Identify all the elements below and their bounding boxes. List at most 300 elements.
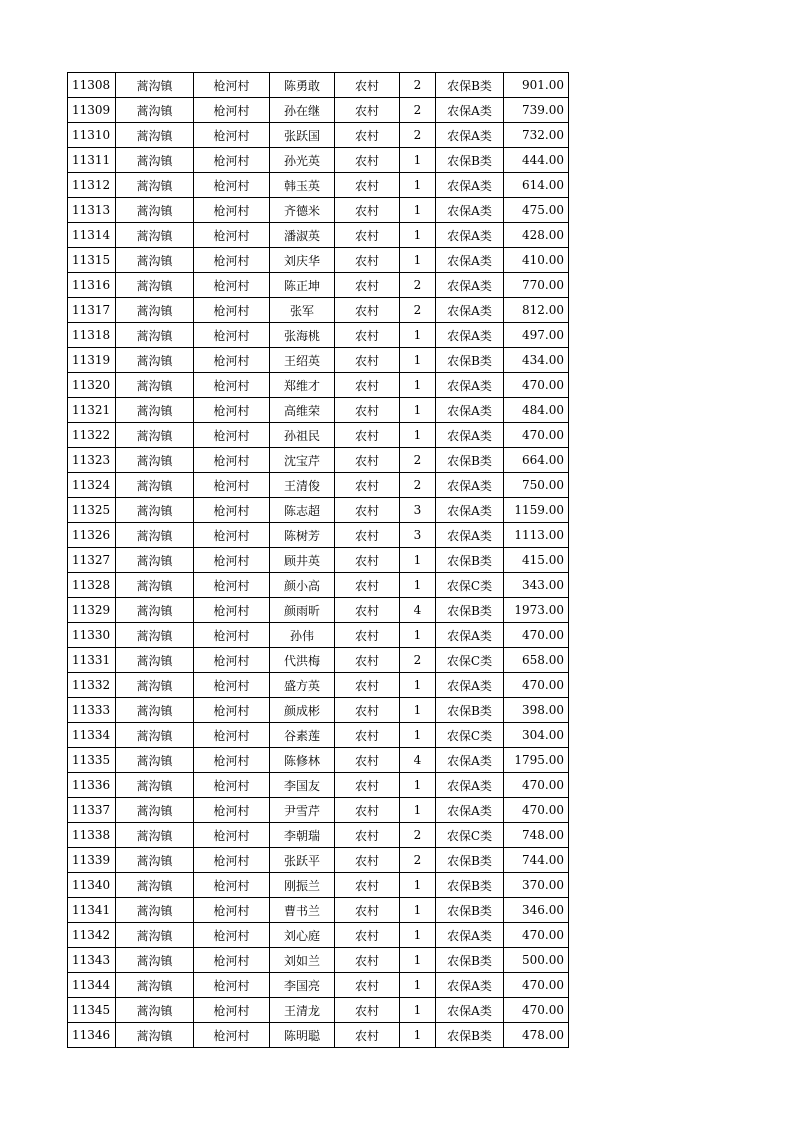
record-id-cell: 11314 bbox=[68, 223, 116, 248]
insurance-category-cell: 农保A类 bbox=[436, 323, 504, 348]
insurance-category-cell: 农保A类 bbox=[436, 498, 504, 523]
insurance-category-cell: 农保B类 bbox=[436, 598, 504, 623]
people-count-cell: 1 bbox=[400, 698, 436, 723]
people-count-cell: 1 bbox=[400, 898, 436, 923]
amount-cell: 470.00 bbox=[504, 973, 569, 998]
record-id-cell: 11333 bbox=[68, 698, 116, 723]
village-cell: 枪河村 bbox=[194, 398, 270, 423]
amount-cell: 1113.00 bbox=[504, 523, 569, 548]
record-id-cell: 11316 bbox=[68, 273, 116, 298]
name-cell: 王清龙 bbox=[270, 998, 335, 1023]
household-type-cell: 农村 bbox=[335, 448, 400, 473]
amount-cell: 500.00 bbox=[504, 948, 569, 973]
record-id-cell: 11338 bbox=[68, 823, 116, 848]
town-cell: 蒿沟镇 bbox=[116, 373, 194, 398]
amount-cell: 470.00 bbox=[504, 373, 569, 398]
people-count-cell: 1 bbox=[400, 973, 436, 998]
amount-cell: 739.00 bbox=[504, 98, 569, 123]
household-type-cell: 农村 bbox=[335, 723, 400, 748]
insurance-category-cell: 农保C类 bbox=[436, 648, 504, 673]
record-id-cell: 11327 bbox=[68, 548, 116, 573]
name-cell: 王绍英 bbox=[270, 348, 335, 373]
name-cell: 刘心庭 bbox=[270, 923, 335, 948]
town-cell: 蒿沟镇 bbox=[116, 173, 194, 198]
name-cell: 齐德米 bbox=[270, 198, 335, 223]
record-id-cell: 11341 bbox=[68, 898, 116, 923]
insurance-category-cell: 农保A类 bbox=[436, 298, 504, 323]
name-cell: 陈修林 bbox=[270, 748, 335, 773]
records-table bbox=[67, 72, 569, 1048]
record-id-cell: 11312 bbox=[68, 173, 116, 198]
people-count-cell: 2 bbox=[400, 73, 436, 98]
people-count-cell: 3 bbox=[400, 498, 436, 523]
town-cell: 蒿沟镇 bbox=[116, 623, 194, 648]
town-cell: 蒿沟镇 bbox=[116, 648, 194, 673]
name-cell: 张军 bbox=[270, 298, 335, 323]
name-cell: 沈宝芹 bbox=[270, 448, 335, 473]
insurance-category-cell: 农保A类 bbox=[436, 173, 504, 198]
people-count-cell: 1 bbox=[400, 248, 436, 273]
insurance-category-cell: 农保A类 bbox=[436, 98, 504, 123]
name-cell: 代洪梅 bbox=[270, 648, 335, 673]
table-row bbox=[68, 348, 569, 373]
amount-cell: 415.00 bbox=[504, 548, 569, 573]
insurance-category-cell: 农保A类 bbox=[436, 973, 504, 998]
town-cell: 蒿沟镇 bbox=[116, 123, 194, 148]
table-row bbox=[68, 998, 569, 1023]
name-cell: 陈勇敢 bbox=[270, 73, 335, 98]
name-cell: 盛方英 bbox=[270, 673, 335, 698]
town-cell: 蒿沟镇 bbox=[116, 798, 194, 823]
record-id-cell: 11319 bbox=[68, 348, 116, 373]
village-cell: 枪河村 bbox=[194, 323, 270, 348]
village-cell: 枪河村 bbox=[194, 523, 270, 548]
record-id-cell: 11322 bbox=[68, 423, 116, 448]
table-row bbox=[68, 323, 569, 348]
table-row bbox=[68, 773, 569, 798]
town-cell: 蒿沟镇 bbox=[116, 748, 194, 773]
amount-cell: 444.00 bbox=[504, 148, 569, 173]
people-count-cell: 1 bbox=[400, 773, 436, 798]
household-type-cell: 农村 bbox=[335, 598, 400, 623]
record-id-cell: 11343 bbox=[68, 948, 116, 973]
village-cell: 枪河村 bbox=[194, 1023, 270, 1048]
record-id-cell: 11321 bbox=[68, 398, 116, 423]
amount-cell: 1159.00 bbox=[504, 498, 569, 523]
people-count-cell: 1 bbox=[400, 323, 436, 348]
people-count-cell: 1 bbox=[400, 623, 436, 648]
table-row bbox=[68, 223, 569, 248]
town-cell: 蒿沟镇 bbox=[116, 448, 194, 473]
people-count-cell: 2 bbox=[400, 98, 436, 123]
table-row bbox=[68, 748, 569, 773]
village-cell: 枪河村 bbox=[194, 73, 270, 98]
household-type-cell: 农村 bbox=[335, 623, 400, 648]
village-cell: 枪河村 bbox=[194, 98, 270, 123]
household-type-cell: 农村 bbox=[335, 998, 400, 1023]
table-row bbox=[68, 473, 569, 498]
household-type-cell: 农村 bbox=[335, 98, 400, 123]
table-row bbox=[68, 273, 569, 298]
insurance-category-cell: 农保A类 bbox=[436, 998, 504, 1023]
table-row bbox=[68, 248, 569, 273]
people-count-cell: 1 bbox=[400, 723, 436, 748]
name-cell: 陈志超 bbox=[270, 498, 335, 523]
amount-cell: 484.00 bbox=[504, 398, 569, 423]
village-cell: 枪河村 bbox=[194, 723, 270, 748]
village-cell: 枪河村 bbox=[194, 598, 270, 623]
name-cell: 曹书兰 bbox=[270, 898, 335, 923]
town-cell: 蒿沟镇 bbox=[116, 523, 194, 548]
name-cell: 颜小高 bbox=[270, 573, 335, 598]
table-row bbox=[68, 448, 569, 473]
table-row bbox=[68, 523, 569, 548]
village-cell: 枪河村 bbox=[194, 923, 270, 948]
table-row bbox=[68, 823, 569, 848]
record-id-cell: 11344 bbox=[68, 973, 116, 998]
insurance-category-cell: 农保C类 bbox=[436, 823, 504, 848]
name-cell: 李朝瑞 bbox=[270, 823, 335, 848]
household-type-cell: 农村 bbox=[335, 198, 400, 223]
village-cell: 枪河村 bbox=[194, 548, 270, 573]
insurance-category-cell: 农保B类 bbox=[436, 848, 504, 873]
insurance-category-cell: 农保B类 bbox=[436, 348, 504, 373]
household-type-cell: 农村 bbox=[335, 223, 400, 248]
household-type-cell: 农村 bbox=[335, 523, 400, 548]
household-type-cell: 农村 bbox=[335, 823, 400, 848]
name-cell: 陈明聪 bbox=[270, 1023, 335, 1048]
insurance-category-cell: 农保B类 bbox=[436, 948, 504, 973]
table-row bbox=[68, 198, 569, 223]
people-count-cell: 1 bbox=[400, 923, 436, 948]
people-count-cell: 1 bbox=[400, 873, 436, 898]
village-cell: 枪河村 bbox=[194, 898, 270, 923]
record-id-cell: 11328 bbox=[68, 573, 116, 598]
table-row bbox=[68, 373, 569, 398]
amount-cell: 470.00 bbox=[504, 423, 569, 448]
name-cell: 颜成彬 bbox=[270, 698, 335, 723]
town-cell: 蒿沟镇 bbox=[116, 98, 194, 123]
table-row bbox=[68, 398, 569, 423]
village-cell: 枪河村 bbox=[194, 348, 270, 373]
table-row bbox=[68, 573, 569, 598]
town-cell: 蒿沟镇 bbox=[116, 698, 194, 723]
record-id-cell: 11318 bbox=[68, 323, 116, 348]
people-count-cell: 2 bbox=[400, 473, 436, 498]
people-count-cell: 1 bbox=[400, 223, 436, 248]
table-row bbox=[68, 498, 569, 523]
people-count-cell: 1 bbox=[400, 373, 436, 398]
household-type-cell: 农村 bbox=[335, 898, 400, 923]
amount-cell: 470.00 bbox=[504, 673, 569, 698]
table-row bbox=[68, 173, 569, 198]
amount-cell: 750.00 bbox=[504, 473, 569, 498]
table-row bbox=[68, 298, 569, 323]
village-cell: 枪河村 bbox=[194, 998, 270, 1023]
amount-cell: 470.00 bbox=[504, 998, 569, 1023]
amount-cell: 428.00 bbox=[504, 223, 569, 248]
household-type-cell: 农村 bbox=[335, 373, 400, 398]
record-id-cell: 11332 bbox=[68, 673, 116, 698]
name-cell: 刘如兰 bbox=[270, 948, 335, 973]
record-id-cell: 11311 bbox=[68, 148, 116, 173]
village-cell: 枪河村 bbox=[194, 823, 270, 848]
insurance-category-cell: 农保A类 bbox=[436, 623, 504, 648]
record-id-cell: 11329 bbox=[68, 598, 116, 623]
record-id-cell: 11335 bbox=[68, 748, 116, 773]
people-count-cell: 1 bbox=[400, 798, 436, 823]
amount-cell: 770.00 bbox=[504, 273, 569, 298]
table-row bbox=[68, 73, 569, 98]
amount-cell: 470.00 bbox=[504, 623, 569, 648]
table-row bbox=[68, 698, 569, 723]
name-cell: 孙光英 bbox=[270, 148, 335, 173]
table-row bbox=[68, 648, 569, 673]
insurance-category-cell: 农保A类 bbox=[436, 373, 504, 398]
town-cell: 蒿沟镇 bbox=[116, 823, 194, 848]
table-row bbox=[68, 898, 569, 923]
table-row bbox=[68, 598, 569, 623]
amount-cell: 475.00 bbox=[504, 198, 569, 223]
table-row bbox=[68, 873, 569, 898]
record-id-cell: 11337 bbox=[68, 798, 116, 823]
village-cell: 枪河村 bbox=[194, 423, 270, 448]
name-cell: 刘庆华 bbox=[270, 248, 335, 273]
town-cell: 蒿沟镇 bbox=[116, 398, 194, 423]
village-cell: 枪河村 bbox=[194, 948, 270, 973]
table-row bbox=[68, 1023, 569, 1048]
people-count-cell: 1 bbox=[400, 548, 436, 573]
amount-cell: 470.00 bbox=[504, 798, 569, 823]
household-type-cell: 农村 bbox=[335, 1023, 400, 1048]
household-type-cell: 农村 bbox=[335, 473, 400, 498]
table-row bbox=[68, 973, 569, 998]
town-cell: 蒿沟镇 bbox=[116, 348, 194, 373]
amount-cell: 664.00 bbox=[504, 448, 569, 473]
town-cell: 蒿沟镇 bbox=[116, 923, 194, 948]
village-cell: 枪河村 bbox=[194, 648, 270, 673]
town-cell: 蒿沟镇 bbox=[116, 423, 194, 448]
household-type-cell: 农村 bbox=[335, 323, 400, 348]
household-type-cell: 农村 bbox=[335, 848, 400, 873]
household-type-cell: 农村 bbox=[335, 923, 400, 948]
amount-cell: 470.00 bbox=[504, 923, 569, 948]
insurance-category-cell: 农保A类 bbox=[436, 198, 504, 223]
record-id-cell: 11336 bbox=[68, 773, 116, 798]
town-cell: 蒿沟镇 bbox=[116, 148, 194, 173]
name-cell: 尹雪芹 bbox=[270, 798, 335, 823]
name-cell: 孙伟 bbox=[270, 623, 335, 648]
household-type-cell: 农村 bbox=[335, 298, 400, 323]
table-row bbox=[68, 548, 569, 573]
record-id-cell: 11345 bbox=[68, 998, 116, 1023]
village-cell: 枪河村 bbox=[194, 673, 270, 698]
insurance-category-cell: 农保A类 bbox=[436, 123, 504, 148]
household-type-cell: 农村 bbox=[335, 548, 400, 573]
amount-cell: 470.00 bbox=[504, 773, 569, 798]
people-count-cell: 1 bbox=[400, 1023, 436, 1048]
people-count-cell: 1 bbox=[400, 998, 436, 1023]
village-cell: 枪河村 bbox=[194, 298, 270, 323]
insurance-category-cell: 农保A类 bbox=[436, 773, 504, 798]
household-type-cell: 农村 bbox=[335, 148, 400, 173]
amount-cell: 343.00 bbox=[504, 573, 569, 598]
insurance-category-cell: 农保B类 bbox=[436, 148, 504, 173]
record-id-cell: 11313 bbox=[68, 198, 116, 223]
household-type-cell: 农村 bbox=[335, 973, 400, 998]
table-row bbox=[68, 673, 569, 698]
people-count-cell: 4 bbox=[400, 748, 436, 773]
household-type-cell: 农村 bbox=[335, 873, 400, 898]
town-cell: 蒿沟镇 bbox=[116, 873, 194, 898]
name-cell: 高维荣 bbox=[270, 398, 335, 423]
village-cell: 枪河村 bbox=[194, 273, 270, 298]
people-count-cell: 1 bbox=[400, 673, 436, 698]
town-cell: 蒿沟镇 bbox=[116, 998, 194, 1023]
name-cell: 陈树芳 bbox=[270, 523, 335, 548]
people-count-cell: 2 bbox=[400, 123, 436, 148]
town-cell: 蒿沟镇 bbox=[116, 723, 194, 748]
amount-cell: 398.00 bbox=[504, 698, 569, 723]
town-cell: 蒿沟镇 bbox=[116, 323, 194, 348]
people-count-cell: 2 bbox=[400, 848, 436, 873]
village-cell: 枪河村 bbox=[194, 223, 270, 248]
household-type-cell: 农村 bbox=[335, 673, 400, 698]
name-cell: 孙祖民 bbox=[270, 423, 335, 448]
amount-cell: 370.00 bbox=[504, 873, 569, 898]
people-count-cell: 1 bbox=[400, 398, 436, 423]
name-cell: 颜雨昕 bbox=[270, 598, 335, 623]
insurance-category-cell: 农保A类 bbox=[436, 798, 504, 823]
amount-cell: 434.00 bbox=[504, 348, 569, 373]
table-row bbox=[68, 423, 569, 448]
household-type-cell: 农村 bbox=[335, 348, 400, 373]
town-cell: 蒿沟镇 bbox=[116, 773, 194, 798]
name-cell: 李国友 bbox=[270, 773, 335, 798]
table-row bbox=[68, 98, 569, 123]
people-count-cell: 2 bbox=[400, 648, 436, 673]
town-cell: 蒿沟镇 bbox=[116, 598, 194, 623]
record-id-cell: 11309 bbox=[68, 98, 116, 123]
village-cell: 枪河村 bbox=[194, 198, 270, 223]
people-count-cell: 1 bbox=[400, 573, 436, 598]
insurance-category-cell: 农保A类 bbox=[436, 748, 504, 773]
name-cell: 顾井英 bbox=[270, 548, 335, 573]
amount-cell: 304.00 bbox=[504, 723, 569, 748]
name-cell: 陈正坤 bbox=[270, 273, 335, 298]
insurance-category-cell: 农保B类 bbox=[436, 73, 504, 98]
village-cell: 枪河村 bbox=[194, 248, 270, 273]
people-count-cell: 1 bbox=[400, 148, 436, 173]
village-cell: 枪河村 bbox=[194, 473, 270, 498]
insurance-category-cell: 农保A类 bbox=[436, 523, 504, 548]
village-cell: 枪河村 bbox=[194, 498, 270, 523]
town-cell: 蒿沟镇 bbox=[116, 198, 194, 223]
table-row bbox=[68, 123, 569, 148]
town-cell: 蒿沟镇 bbox=[116, 848, 194, 873]
people-count-cell: 2 bbox=[400, 448, 436, 473]
amount-cell: 748.00 bbox=[504, 823, 569, 848]
name-cell: 张海桃 bbox=[270, 323, 335, 348]
insurance-category-cell: 农保B类 bbox=[436, 873, 504, 898]
table-row bbox=[68, 948, 569, 973]
household-type-cell: 农村 bbox=[335, 248, 400, 273]
amount-cell: 901.00 bbox=[504, 73, 569, 98]
people-count-cell: 4 bbox=[400, 598, 436, 623]
village-cell: 枪河村 bbox=[194, 748, 270, 773]
name-cell: 张跃平 bbox=[270, 848, 335, 873]
people-count-cell: 1 bbox=[400, 423, 436, 448]
household-type-cell: 农村 bbox=[335, 173, 400, 198]
village-cell: 枪河村 bbox=[194, 773, 270, 798]
household-type-cell: 农村 bbox=[335, 648, 400, 673]
people-count-cell: 1 bbox=[400, 198, 436, 223]
amount-cell: 1973.00 bbox=[504, 598, 569, 623]
insurance-category-cell: 农保C类 bbox=[436, 723, 504, 748]
town-cell: 蒿沟镇 bbox=[116, 498, 194, 523]
table-row bbox=[68, 623, 569, 648]
record-id-cell: 11324 bbox=[68, 473, 116, 498]
insurance-category-cell: 农保B类 bbox=[436, 448, 504, 473]
record-id-cell: 11342 bbox=[68, 923, 116, 948]
record-id-cell: 11330 bbox=[68, 623, 116, 648]
record-id-cell: 11340 bbox=[68, 873, 116, 898]
household-type-cell: 农村 bbox=[335, 123, 400, 148]
people-count-cell: 3 bbox=[400, 523, 436, 548]
record-id-cell: 11317 bbox=[68, 298, 116, 323]
people-count-cell: 2 bbox=[400, 823, 436, 848]
insurance-category-cell: 农保A类 bbox=[436, 673, 504, 698]
name-cell: 谷素莲 bbox=[270, 723, 335, 748]
town-cell: 蒿沟镇 bbox=[116, 898, 194, 923]
amount-cell: 497.00 bbox=[504, 323, 569, 348]
town-cell: 蒿沟镇 bbox=[116, 473, 194, 498]
people-count-cell: 1 bbox=[400, 948, 436, 973]
insurance-category-cell: 农保A类 bbox=[436, 923, 504, 948]
town-cell: 蒿沟镇 bbox=[116, 273, 194, 298]
insurance-category-cell: 农保A类 bbox=[436, 223, 504, 248]
record-id-cell: 11331 bbox=[68, 648, 116, 673]
household-type-cell: 农村 bbox=[335, 748, 400, 773]
town-cell: 蒿沟镇 bbox=[116, 248, 194, 273]
name-cell: 李国亮 bbox=[270, 973, 335, 998]
name-cell: 潘淑英 bbox=[270, 223, 335, 248]
amount-cell: 614.00 bbox=[504, 173, 569, 198]
table-row bbox=[68, 798, 569, 823]
household-type-cell: 农村 bbox=[335, 773, 400, 798]
household-type-cell: 农村 bbox=[335, 798, 400, 823]
name-cell: 张跃国 bbox=[270, 123, 335, 148]
table-row bbox=[68, 148, 569, 173]
amount-cell: 346.00 bbox=[504, 898, 569, 923]
town-cell: 蒿沟镇 bbox=[116, 223, 194, 248]
record-id-cell: 11325 bbox=[68, 498, 116, 523]
household-type-cell: 农村 bbox=[335, 498, 400, 523]
name-cell: 王清俊 bbox=[270, 473, 335, 498]
amount-cell: 658.00 bbox=[504, 648, 569, 673]
insurance-category-cell: 农保B类 bbox=[436, 698, 504, 723]
household-type-cell: 农村 bbox=[335, 948, 400, 973]
record-id-cell: 11326 bbox=[68, 523, 116, 548]
record-id-cell: 11308 bbox=[68, 73, 116, 98]
insurance-category-cell: 农保A类 bbox=[436, 273, 504, 298]
household-type-cell: 农村 bbox=[335, 398, 400, 423]
village-cell: 枪河村 bbox=[194, 173, 270, 198]
village-cell: 枪河村 bbox=[194, 848, 270, 873]
people-count-cell: 1 bbox=[400, 348, 436, 373]
insurance-category-cell: 农保A类 bbox=[436, 423, 504, 448]
household-type-cell: 农村 bbox=[335, 573, 400, 598]
